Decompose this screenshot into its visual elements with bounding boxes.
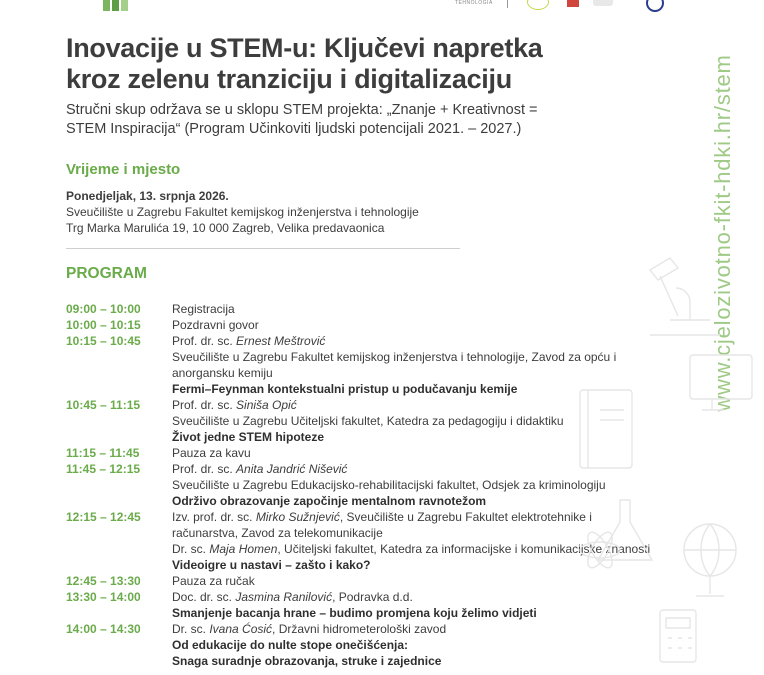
speaker-line	[172, 397, 706, 413]
schedule-row	[66, 301, 706, 317]
speaker-name: Siniša Opić	[236, 398, 297, 412]
side-url-text[interactable]: www.cjelozivotno-fkit-hdki.hr/stem	[710, 54, 735, 412]
talk-title: Videoigre u nastavi – zašto i kako?	[172, 558, 371, 572]
talk-title: Fermi–Feynman kontekstualni pristup u podučavanju kemije	[172, 382, 518, 396]
speaker-name: Ivana Ćosić	[209, 622, 273, 636]
session-text: Pozdravni govor	[172, 318, 259, 332]
partner-logo-2	[567, 0, 579, 7]
session-time: 12:15 – 12:45	[66, 510, 141, 524]
session-content	[172, 461, 706, 509]
partner-logo-4	[646, 0, 664, 12]
schedule-row	[66, 317, 706, 333]
schedule-row	[66, 573, 706, 589]
speaker-affiliation: , Sveučilište u Zagrebu Fakultet elektrotehnike i	[339, 510, 592, 524]
session-content	[172, 589, 706, 621]
session-time: 14:00 – 14:30	[66, 622, 141, 636]
session-content	[172, 509, 706, 573]
session-time: 11:15 – 11:45	[66, 446, 140, 460]
speaker-line	[172, 541, 706, 557]
header-logos	[0, 0, 764, 12]
speaker-line	[172, 509, 706, 525]
speaker-name: Mirko Sužnjević	[255, 510, 340, 524]
session-time: 09:00 – 10:00	[66, 302, 141, 316]
partner-logo-3	[593, 0, 613, 6]
speaker-name: Jasmina Ranilović	[235, 590, 333, 604]
talk-title: Snaga suradnje obrazovanja, struke i zajednice	[172, 654, 442, 668]
venue-line1: Sveučilište u Zagrebu Fakultet kemijskog inženjerstva i tehnologije	[66, 205, 419, 219]
when-heading: Vrijeme i mjesto	[66, 161, 181, 178]
logo-divider	[507, 0, 508, 8]
session-time: 10:45 – 11:15	[66, 398, 141, 412]
talk-title: Od edukacije do nulte stope onečišćenja:	[172, 638, 409, 652]
speaker-line	[172, 333, 706, 349]
schedule-row	[66, 509, 706, 573]
schedule-row	[66, 589, 706, 621]
fkit-logo	[103, 0, 127, 11]
session-content	[172, 445, 706, 461]
session-text: Registracija	[172, 302, 235, 316]
event-details	[66, 188, 419, 236]
session-text: Pauza za ručak	[172, 574, 255, 588]
session-text: Sveučilište u Zagrebu Fakultet kemijskog inženjerstva i tehnologije, Zavod za opću i	[172, 350, 617, 364]
subtitle: Stručni skup održava se u sklopu STEM projekta: „Znanje + Kreativnost = STEM Inspiracija“ (Program Učinkoviti ljudski potencijali 2021. – 2027.)	[66, 102, 538, 137]
speaker-name: Maja Homen	[209, 542, 278, 556]
schedule-row	[66, 621, 706, 669]
speaker-name: Ernest Meštrović	[236, 334, 326, 348]
speaker-affiliation: , Državni hidrometerološki zavod	[272, 622, 447, 636]
speaker-title: Dr. sc.	[172, 622, 210, 636]
session-content	[172, 333, 706, 397]
speaker-line	[172, 461, 706, 477]
talk-title: Održivo obrazovanje započinje mentalnom ravnotežom	[172, 494, 487, 508]
partner-logo-1	[527, 0, 549, 10]
speaker-title: Prof. dr. sc.	[172, 398, 237, 412]
session-content	[172, 397, 706, 445]
speaker-title: Izv. prof. dr. sc.	[172, 510, 256, 524]
session-text: anorgansku kemiju	[172, 366, 273, 380]
speaker-name: Anita Jandrić Nišević	[236, 462, 348, 476]
schedule-row	[66, 445, 706, 461]
speaker-line	[172, 589, 706, 605]
session-time: 11:45 – 12:15	[66, 462, 141, 476]
speaker-title: Prof. dr. sc.	[172, 334, 237, 348]
session-time: 10:15 – 10:45	[66, 334, 141, 348]
session-text: računarstva, Zavod za telekomunikacije	[172, 526, 383, 540]
page-title: Inovacije u STEM-u: Ključevi napretka kroz zelenu tranziciju i digitalizaciju	[66, 33, 543, 94]
session-content	[172, 317, 706, 333]
speaker-affiliation: , Podravka d.d.	[332, 590, 413, 604]
venue-line2: Trg Marka Marulića 19, 10 000 Zagreb, Velika predavaonica	[66, 221, 385, 235]
session-time: 10:00 – 10:15	[66, 318, 141, 332]
speaker-title: Prof. dr. sc.	[172, 462, 237, 476]
session-time: 13:30 – 14:00	[66, 590, 141, 604]
session-text: Sveučilište u Zagrebu Učiteljski fakultet, Katedra za pedagogiju i didaktiku	[172, 414, 564, 428]
program-heading: PROGRAM	[66, 265, 147, 282]
speaker-title: Doc. dr. sc.	[172, 590, 236, 604]
session-content	[172, 573, 706, 589]
schedule-row	[66, 461, 706, 509]
speaker-affiliation: , Učiteljski fakultet, Katedra za informacijske i komunikacijske znanosti	[277, 542, 651, 556]
session-text: Sveučilište u Zagrebu Edukacijsko-rehabilitacijski fakultet, Odsjek za kriminologiju	[172, 478, 606, 492]
logo-caption: TEHNOLOGIA	[455, 0, 493, 6]
speaker-title: Dr. sc.	[172, 542, 210, 556]
session-content	[172, 621, 706, 669]
side-url[interactable]	[706, 40, 740, 426]
talk-title: Život jedne STEM hipoteze	[172, 430, 325, 444]
session-time: 12:45 – 13:30	[66, 574, 141, 588]
divider	[66, 248, 460, 249]
talk-title: Smanjenje bacanja hrane – budimo promjena koju želimo vidjeti	[172, 606, 537, 620]
event-date: Ponedjeljak, 13. srpnja 2026.	[66, 189, 229, 203]
speaker-line	[172, 621, 706, 637]
session-content	[172, 301, 706, 317]
schedule-row	[66, 333, 706, 397]
schedule-row	[66, 397, 706, 445]
session-text: Pauza za kavu	[172, 446, 251, 460]
program-schedule	[66, 301, 706, 669]
